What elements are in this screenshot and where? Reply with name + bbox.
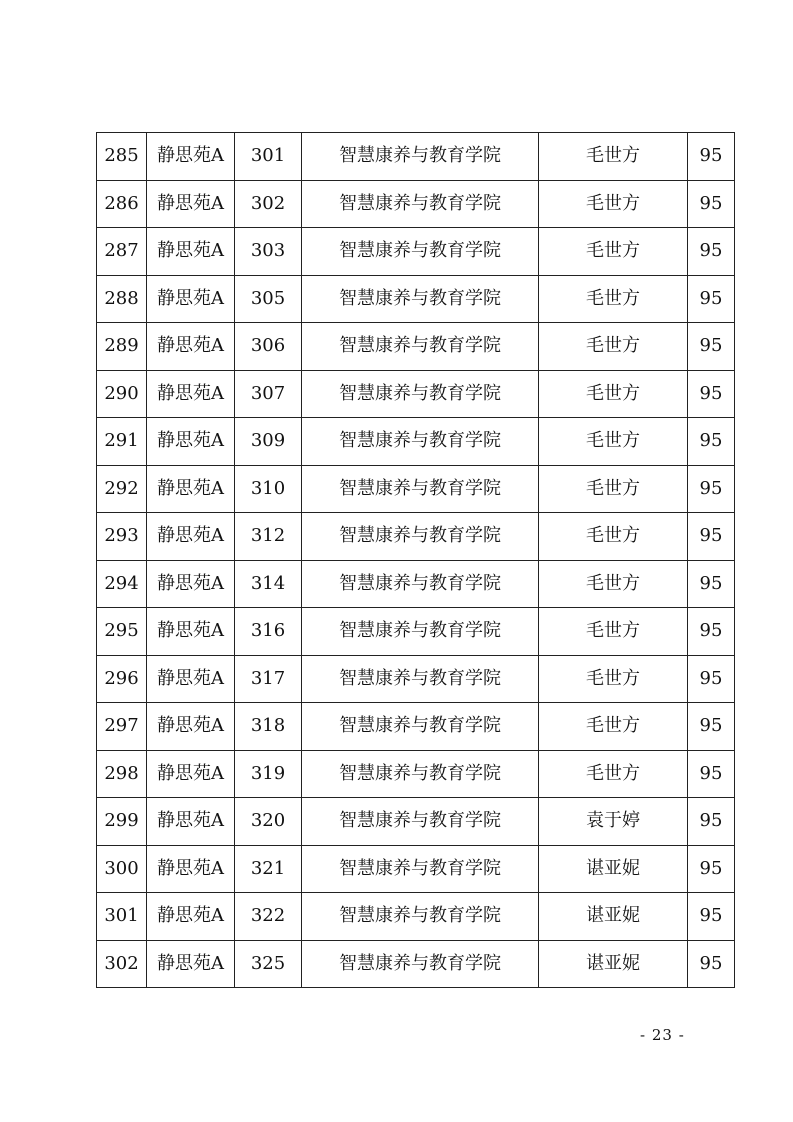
college-cell: 智慧康养与教育学院	[302, 703, 539, 751]
row-index-cell: 286	[97, 180, 147, 228]
counselor-cell: 毛世方	[539, 418, 688, 466]
college-cell: 智慧康养与教育学院	[302, 323, 539, 371]
building-cell: 静思苑A	[147, 798, 235, 846]
table-row	[97, 798, 735, 846]
table-row	[97, 180, 735, 228]
table-row	[97, 560, 735, 608]
counselor-cell: 毛世方	[539, 323, 688, 371]
row-index-cell: 299	[97, 798, 147, 846]
counselor-cell: 毛世方	[539, 513, 688, 561]
building-cell: 静思苑A	[147, 418, 235, 466]
building-cell: 静思苑A	[147, 703, 235, 751]
dormitory-score-table	[96, 132, 735, 988]
college-cell: 智慧康养与教育学院	[302, 513, 539, 561]
college-cell: 智慧康养与教育学院	[302, 228, 539, 276]
building-cell: 静思苑A	[147, 180, 235, 228]
score-cell: 95	[688, 655, 735, 703]
room-number-cell: 307	[235, 370, 302, 418]
room-number-cell: 310	[235, 465, 302, 513]
score-cell: 95	[688, 608, 735, 656]
row-index-cell: 297	[97, 703, 147, 751]
building-cell: 静思苑A	[147, 750, 235, 798]
room-number-cell: 305	[235, 275, 302, 323]
counselor-cell: 毛世方	[539, 608, 688, 656]
room-number-cell: 302	[235, 180, 302, 228]
table-row	[97, 940, 735, 988]
building-cell: 静思苑A	[147, 560, 235, 608]
college-cell: 智慧康养与教育学院	[302, 893, 539, 941]
building-cell: 静思苑A	[147, 940, 235, 988]
score-cell: 95	[688, 703, 735, 751]
building-cell: 静思苑A	[147, 608, 235, 656]
table-row	[97, 703, 735, 751]
table-row	[97, 750, 735, 798]
college-cell: 智慧康养与教育学院	[302, 180, 539, 228]
room-number-cell: 318	[235, 703, 302, 751]
table-row	[97, 418, 735, 466]
room-number-cell: 301	[235, 133, 302, 181]
table-body	[97, 133, 735, 988]
college-cell: 智慧康养与教育学院	[302, 133, 539, 181]
college-cell: 智慧康养与教育学院	[302, 655, 539, 703]
table-row	[97, 323, 735, 371]
building-cell: 静思苑A	[147, 275, 235, 323]
room-number-cell: 306	[235, 323, 302, 371]
room-number-cell: 316	[235, 608, 302, 656]
table-row	[97, 465, 735, 513]
table-row	[97, 275, 735, 323]
building-cell: 静思苑A	[147, 893, 235, 941]
row-index-cell: 296	[97, 655, 147, 703]
college-cell: 智慧康养与教育学院	[302, 418, 539, 466]
row-index-cell: 290	[97, 370, 147, 418]
score-cell: 95	[688, 465, 735, 513]
room-number-cell: 321	[235, 845, 302, 893]
building-cell: 静思苑A	[147, 655, 235, 703]
building-cell: 静思苑A	[147, 465, 235, 513]
row-index-cell: 295	[97, 608, 147, 656]
counselor-cell: 谌亚妮	[539, 940, 688, 988]
row-index-cell: 293	[97, 513, 147, 561]
college-cell: 智慧康养与教育学院	[302, 750, 539, 798]
room-number-cell: 322	[235, 893, 302, 941]
score-cell: 95	[688, 370, 735, 418]
row-index-cell: 288	[97, 275, 147, 323]
page-number: - 23 -	[640, 1026, 685, 1044]
score-cell: 95	[688, 323, 735, 371]
counselor-cell: 毛世方	[539, 750, 688, 798]
row-index-cell: 287	[97, 228, 147, 276]
table-row	[97, 370, 735, 418]
room-number-cell: 317	[235, 655, 302, 703]
row-index-cell: 294	[97, 560, 147, 608]
counselor-cell: 毛世方	[539, 655, 688, 703]
room-number-cell: 325	[235, 940, 302, 988]
row-index-cell: 285	[97, 133, 147, 181]
counselor-cell: 毛世方	[539, 133, 688, 181]
row-index-cell: 300	[97, 845, 147, 893]
room-number-cell: 303	[235, 228, 302, 276]
table-row	[97, 893, 735, 941]
counselor-cell: 谌亚妮	[539, 893, 688, 941]
college-cell: 智慧康养与教育学院	[302, 798, 539, 846]
row-index-cell: 291	[97, 418, 147, 466]
score-cell: 95	[688, 750, 735, 798]
room-number-cell: 320	[235, 798, 302, 846]
table-row	[97, 845, 735, 893]
room-number-cell: 314	[235, 560, 302, 608]
row-index-cell: 301	[97, 893, 147, 941]
counselor-cell: 谌亚妮	[539, 845, 688, 893]
table-row	[97, 133, 735, 181]
room-number-cell: 312	[235, 513, 302, 561]
score-cell: 95	[688, 845, 735, 893]
table-row	[97, 608, 735, 656]
counselor-cell: 毛世方	[539, 370, 688, 418]
table-row	[97, 513, 735, 561]
college-cell: 智慧康养与教育学院	[302, 608, 539, 656]
score-cell: 95	[688, 798, 735, 846]
college-cell: 智慧康养与教育学院	[302, 370, 539, 418]
college-cell: 智慧康养与教育学院	[302, 465, 539, 513]
counselor-cell: 毛世方	[539, 275, 688, 323]
counselor-cell: 毛世方	[539, 228, 688, 276]
counselor-cell: 毛世方	[539, 703, 688, 751]
score-cell: 95	[688, 418, 735, 466]
room-number-cell: 319	[235, 750, 302, 798]
college-cell: 智慧康养与教育学院	[302, 560, 539, 608]
room-number-cell: 309	[235, 418, 302, 466]
row-index-cell: 298	[97, 750, 147, 798]
building-cell: 静思苑A	[147, 228, 235, 276]
building-cell: 静思苑A	[147, 845, 235, 893]
table-row	[97, 655, 735, 703]
counselor-cell: 袁于婷	[539, 798, 688, 846]
row-index-cell: 292	[97, 465, 147, 513]
row-index-cell: 289	[97, 323, 147, 371]
counselor-cell: 毛世方	[539, 465, 688, 513]
building-cell: 静思苑A	[147, 323, 235, 371]
score-cell: 95	[688, 133, 735, 181]
building-cell: 静思苑A	[147, 133, 235, 181]
college-cell: 智慧康养与教育学院	[302, 275, 539, 323]
college-cell: 智慧康养与教育学院	[302, 940, 539, 988]
score-cell: 95	[688, 940, 735, 988]
counselor-cell: 毛世方	[539, 560, 688, 608]
row-index-cell: 302	[97, 940, 147, 988]
college-cell: 智慧康养与教育学院	[302, 845, 539, 893]
building-cell: 静思苑A	[147, 513, 235, 561]
score-cell: 95	[688, 228, 735, 276]
score-cell: 95	[688, 560, 735, 608]
building-cell: 静思苑A	[147, 370, 235, 418]
score-cell: 95	[688, 893, 735, 941]
table-row	[97, 228, 735, 276]
score-cell: 95	[688, 180, 735, 228]
counselor-cell: 毛世方	[539, 180, 688, 228]
score-cell: 95	[688, 275, 735, 323]
score-cell: 95	[688, 513, 735, 561]
